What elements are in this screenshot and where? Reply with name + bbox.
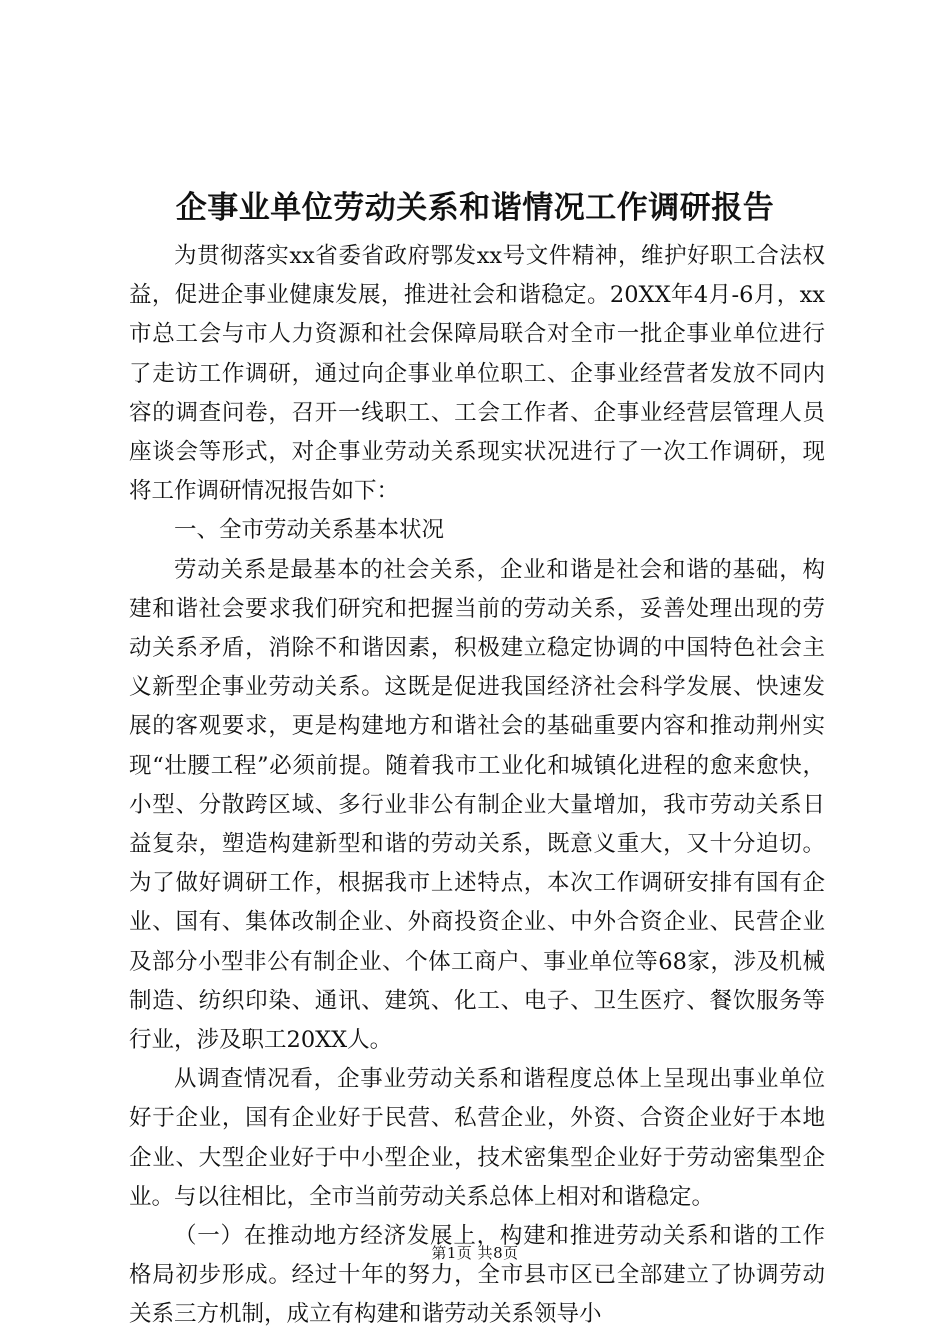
section-heading-1: 一、全市劳动关系基本状况 [174,517,445,544]
paragraph-subsection-1: （一）在推动地方经济发展上，构建和推进劳动关系和谐的工作格局初步形成。经过十年的努力，全市县市区已全部建立了协调劳动关系三方机制，成立有构建和谐劳动关系领导小 [129,1223,825,1328]
document-title: 企事业单位劳动关系和谐情况工作调研报告 [175,190,775,226]
document-body [129,237,825,1335]
paragraph-survey-findings: 从调查情况看，企事业劳动关系和谐程度总体上呈现出事业单位好于企业，国有企业好于民营、私营企业，外资、合资企业好于本地企业、大型企业好于中小型企业，技术密集型企业好于劳动密集型企业。与以往相比，全市当前劳动关系总体上相对和谐稳定。 [129,1066,825,1210]
page-number: 第1页 共8页 [431,1244,519,1262]
paragraph-intro: 为贯彻落实xx省委省政府鄂发xx号文件精神，维护好职工合法权益，促进企事业健康发展，推进社会和谐稳定。20XX年4月-6月，xx市总工会与市人力资源和社会保障局联合对全市一批企事业单位进行了走访工作调研，通过向企事业单位职工、企事业经营者发放不同内容的调查问卷，召开一线职工、工会工作者、企事业经营层管理人员座谈会等形式，对企事业劳动关系现实状况进行了一次工作调研，现将工作调研情况报告如下： [129,243,825,505]
paragraph-labor-relations: 劳动关系是最基本的社会关系，企业和谐是社会和谐的基础，构建和谐社会要求我们研究和把握当前的劳动关系，妥善处理出现的劳动关系矛盾，消除不和谐因素，积极建立稳定协调的中国特色社会主义新型企事业劳动关系。这既是促进我国经济社会科学发展、快速发展的客观要求，更是构建地方和谐社会的基础重要内容和推动荆州实现“壮腰工程”必须前提。随着我市工业化和城镇化进程的愈来愈快，小型、分散跨区域、多行业非公有制企业大量增加，我市劳动关系日益复杂，塑造构建新型和谐的劳动关系，既意义重大，又十分迫切。为了做好调研工作，根据我市上述特点，本次工作调研安排有国有企业、国有、集体改制企业、外商投资企业、中外合资企业、民营企业及部分小型非公有制企业、个体工商户、事业单位等68家，涉及机械制造、纺织印染、通讯、建筑、化工、电子、卫生医疗、餐饮服务等行业，涉及职工20XX人。 [129,556,825,1054]
